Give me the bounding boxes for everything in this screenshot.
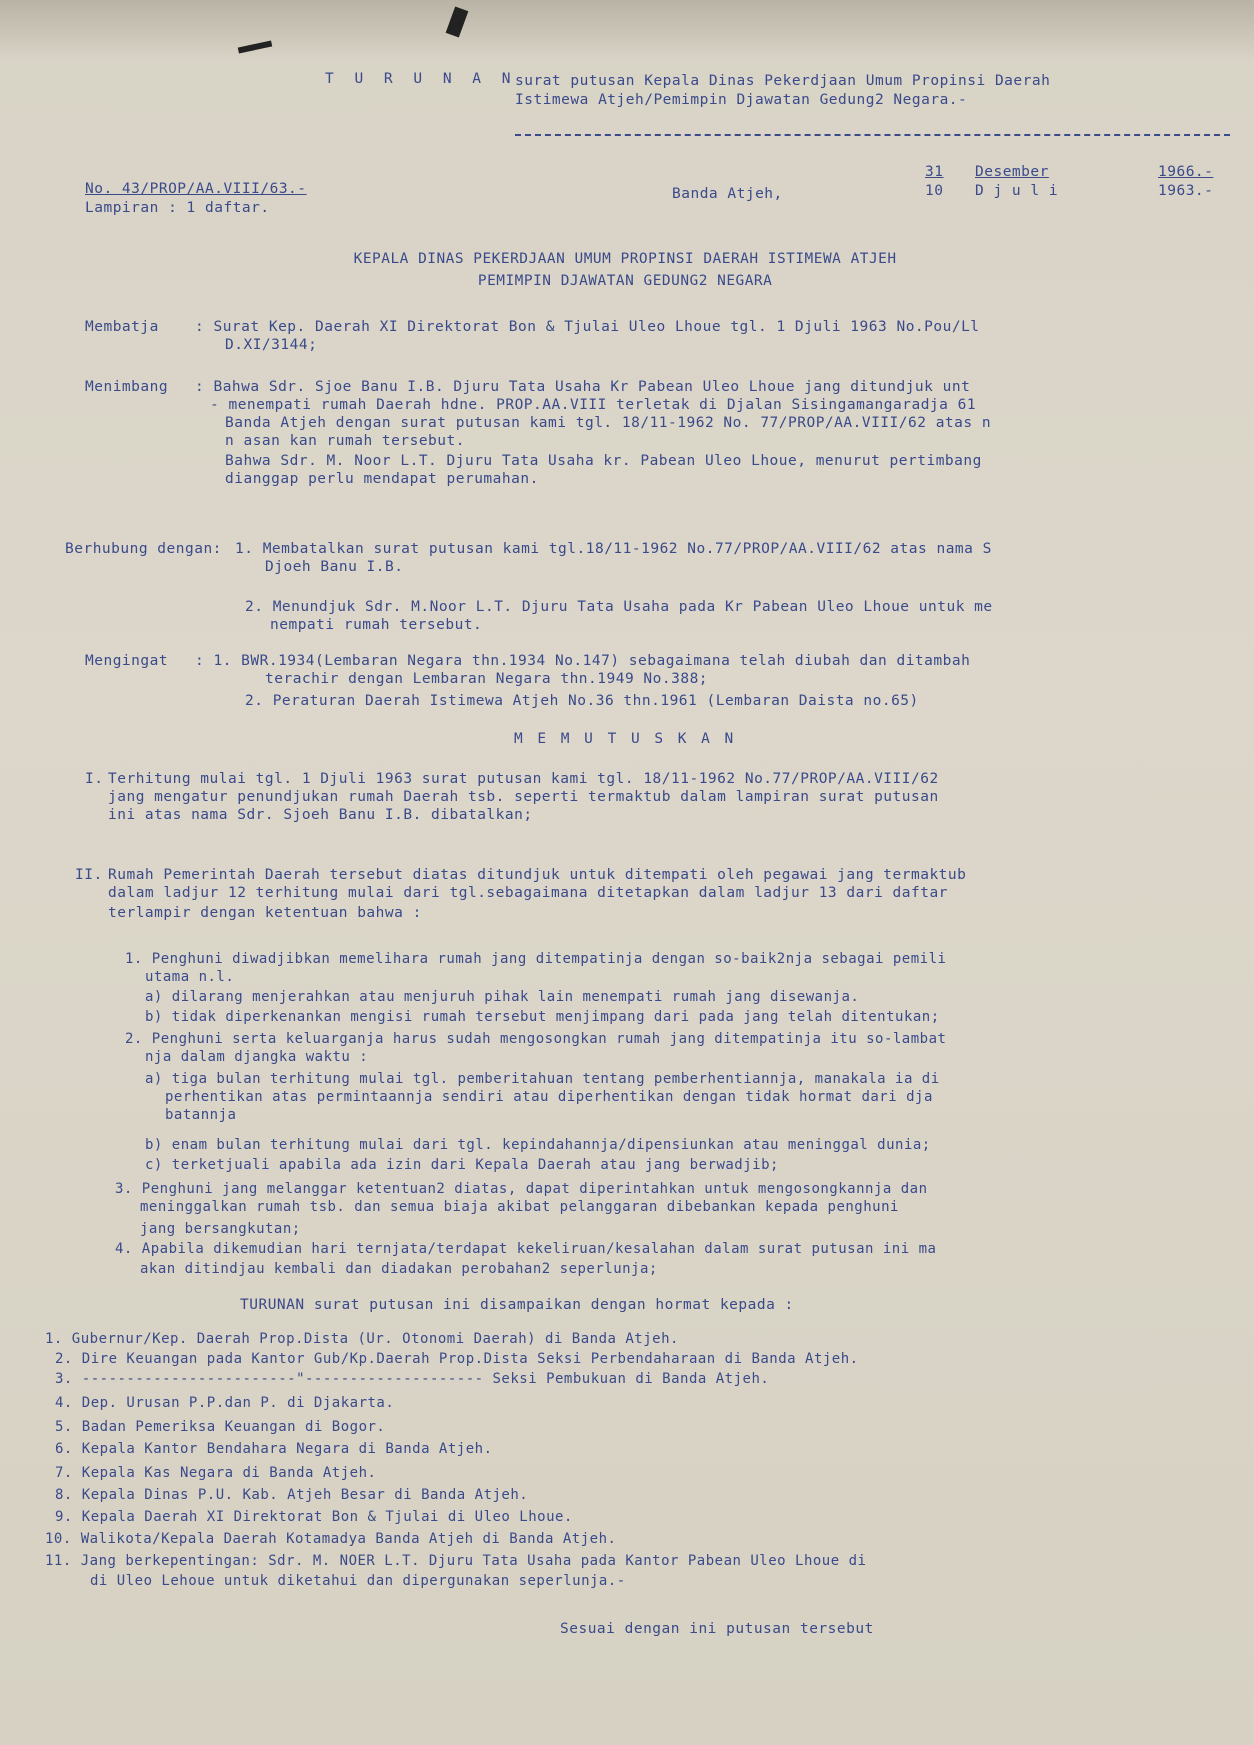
menimbang-label: Menimbang [85, 379, 169, 395]
decision-ii-line: dalam ladjur 12 terhitung mulai dari tgl.sebagaimana ditetapkan dalam ladjur 13 dari daftar [108, 885, 948, 901]
condition-1: 1. Penghuni diwadjibkan memelihara rumah jang ditempatinja dengan so-baik2nja sebagai pemili [125, 951, 947, 967]
mengingat-item-1b: terachir dengan Lembaran Negara thn.1949 No.388; [265, 671, 709, 687]
menimbang-line: - menempati rumah Daerah hdne. PROP.AA.VIII terletak di Djalan Sisingamangaradja 61 [210, 397, 977, 413]
date-a-month: Desember [975, 164, 1049, 180]
distribution-item: 10. Walikota/Kepala Daerah Kotamadya Banda Atjeh di Banda Atjeh. [45, 1531, 617, 1547]
menimbang-line: dianggap perlu mendapat perumahan. [225, 471, 539, 487]
menimbang-line: Banda Atjeh dengan surat putusan kami tgl. 18/11-1962 No. 77/PROP/AA.VIII/62 atas n [225, 415, 992, 431]
turunan-label: T U R U N A N [325, 71, 517, 87]
condition-2: 2. Penghuni serta keluarganja harus sudah mengosongkan rumah jang ditempatinja itu so-lambat [125, 1031, 947, 1047]
berhubung-item-1b: Djoeh Banu I.B. [265, 559, 404, 575]
condition-2b-item: b) enam bulan terhitung mulai dari tgl. kepindahannja/dipensiunkan atau meninggal dunia; [145, 1137, 931, 1153]
condition-2a-2: perhentikan atas permintaannja sendiri atau diperhentikan dengan tidak hormat dari dja [165, 1089, 933, 1105]
memutuskan-heading: M E M U T U S K A N [514, 731, 737, 747]
distribution-item: 2. Dire Keuangan pada Kantor Gub/Kp.Daerah Prop.Dista Seksi Perbendaharaan di Banda Atjeh. [55, 1351, 859, 1367]
distribution-item: di Uleo Lehoue untuk diketahui dan dipergunakan seperlunja.- [90, 1573, 626, 1589]
distribution-item: 11. Jang berkepentingan: Sdr. M. NOER L.T. Djuru Tata Usaha pada Kantor Pabean Uleo Lhoue di [45, 1553, 867, 1569]
decision-ii-number: II. [75, 867, 103, 883]
footer-line: Sesuai dengan ini putusan tersebut [560, 1621, 874, 1637]
distribution-item: 7. Kepala Kas Negara di Banda Atjeh. [55, 1465, 377, 1481]
condition-3b: meninggalkan rumah tsb. dan semua biaja akibat pelanggaran dibebankan kepada penghuni [140, 1199, 899, 1215]
title-line-2: Istimewa Atjeh/Pemimpin Djawatan Gedung2 Negara.- [515, 92, 968, 108]
distribution-item: 1. Gubernur/Kep. Daerah Prop.Dista (Ur. Otonomi Daerah) di Banda Atjeh. [45, 1331, 679, 1347]
decision-i-line: jang mengatur penundjukan rumah Daerah tsb. seperti termaktub dalam lampiran surat putusan [108, 789, 939, 805]
condition-1a: a) dilarang menjerahkan atau menjuruh pihak lain menempati rumah jang disewanja. [145, 989, 860, 1005]
condition-1b-item: b) tidak diperkenankan mengisi rumah tersebut menjimpang dari pada jang telah ditentukan; [145, 1009, 940, 1025]
condition-3: 3. Penghuni jang melanggar ketentuan2 diatas, dapat diperintahkan untuk mengosongkannja dan [115, 1181, 928, 1197]
condition-2b: nja dalam djangka waktu : [145, 1049, 369, 1065]
condition-4b: akan ditindjau kembali dan diadakan perobahan2 seperlunja; [140, 1261, 658, 1277]
date-b-day: 10 [925, 183, 944, 199]
mengingat-label: Mengingat [85, 653, 169, 669]
condition-2a: a) tiga bulan terhitung mulai tgl. pemberitahuan tentang pemberhentiannja, manakala ia di [145, 1071, 940, 1087]
berhubung-item-2b: nempati rumah tersebut. [270, 617, 483, 633]
berhubung-item-2: 2. Menundjuk Sdr. M.Noor L.T. Djuru Tata Usaha pada Kr Pabean Uleo Lhoue untuk me [245, 599, 993, 615]
date-b-month: D j u l i [975, 183, 1059, 199]
decision-i-line: Terhitung mulai tgl. 1 Djuli 1963 surat putusan kami tgl. 18/11-1962 No.77/PROP/AA.VIII/62 [108, 771, 939, 787]
condition-4: 4. Apabila dikemudian hari ternjata/terdapat kekeliruan/kesalahan dalam surat putusan ini ma [115, 1241, 937, 1257]
place: Banda Atjeh, [672, 186, 783, 202]
date-a-day: 31 [925, 164, 944, 180]
mengingat-item-1: : 1. BWR.1934(Lembaran Negara thn.1934 No.147) sebagaimana telah diubah dan ditambah [195, 653, 971, 669]
lampiran: Lampiran : 1 daftar. [85, 200, 270, 216]
condition-1b: utama n.l. [145, 969, 235, 985]
menimbang-line: : Bahwa Sdr. Sjoe Banu I.B. Djuru Tata Usaha Kr Pabean Uleo Lhoue jang ditundjuk unt [195, 379, 971, 395]
distribution-item: 9. Kepala Daerah XI Direktorat Bon & Tjulai di Uleo Lhoue. [55, 1509, 573, 1525]
date-a-year: 1966.- [1158, 164, 1214, 180]
title-line-1: surat putusan Kepala Dinas Pekerdjaan Umum Propinsi Daerah [515, 73, 1051, 89]
condition-3c: jang bersangkutan; [140, 1221, 301, 1237]
date-b-year: 1963.- [1158, 183, 1214, 199]
distribution-item: 4. Dep. Urusan P.P.dan P. di Djakarta. [55, 1395, 395, 1411]
distribution-item: 3. ------------------------"-------------------- Seksi Pembukuan di Banda Atjeh. [55, 1371, 770, 1387]
condition-2c: c) terketjuali apabila ada izin dari Kepala Daerah atau jang berwadjib; [145, 1157, 779, 1173]
header-rule [515, 134, 1230, 136]
decision-ii-line: Rumah Pemerintah Daerah tersebut diatas ditundjuk untuk ditempati oleh pegawai jang termaktub [108, 867, 967, 883]
decision-i-line: ini atas nama Sdr. Sjoeh Banu I.B. dibatalkan; [108, 807, 533, 823]
berhubung-item-1: 1. Membatalkan surat putusan kami tgl.18/11-1962 No.77/PROP/AA.VIII/62 atas nama S [235, 541, 992, 557]
heading-line-1: KEPALA DINAS PEKERDJAAN UMUM PROPINSI DAERAH ISTIMEWA ATJEH [353, 251, 897, 267]
torn-top-edge [0, 0, 1254, 60]
decision-ii-line: terlampir dengan ketentuan bahwa : [108, 905, 422, 921]
distribution-item: 6. Kepala Kantor Bendahara Negara di Banda Atjeh. [55, 1441, 493, 1457]
heading-line-2: PEMIMPIN DJAWATAN GEDUNG2 NEGARA [477, 273, 773, 289]
menimbang-line: n asan kan rumah tersebut. [225, 433, 465, 449]
membatja-line-2: D.XI/3144; [225, 337, 318, 353]
distribution-item: 8. Kepala Dinas P.U. Kab. Atjeh Besar di Banda Atjeh. [55, 1487, 529, 1503]
decision-i-number: I. [85, 771, 104, 787]
berhubung-label: Berhubung dengan: [65, 541, 222, 557]
distribution-intro: TURUNAN surat putusan ini disampaikan dengan hormat kepada : [240, 1297, 794, 1313]
distribution-item: 5. Badan Pemeriksa Keuangan di Bogor. [55, 1419, 386, 1435]
membatja-label: Membatja [85, 319, 159, 335]
mengingat-item-2: 2. Peraturan Daerah Istimewa Atjeh No.36 thn.1961 (Lembaran Daista no.65) [245, 693, 919, 709]
membatja-line-1: : Surat Kep. Daerah XI Direktorat Bon & Tjulai Uleo Lhoue tgl. 1 Djuli 1963 No.Pou/Ll [195, 319, 980, 335]
condition-2a-3: batannja [165, 1107, 237, 1123]
reference-number: No. 43/PROP/AA.VIII/63.- [85, 181, 307, 197]
menimbang-line: Bahwa Sdr. M. Noor L.T. Djuru Tata Usaha kr. Pabean Uleo Lhoue, menurut pertimbang [225, 453, 982, 469]
